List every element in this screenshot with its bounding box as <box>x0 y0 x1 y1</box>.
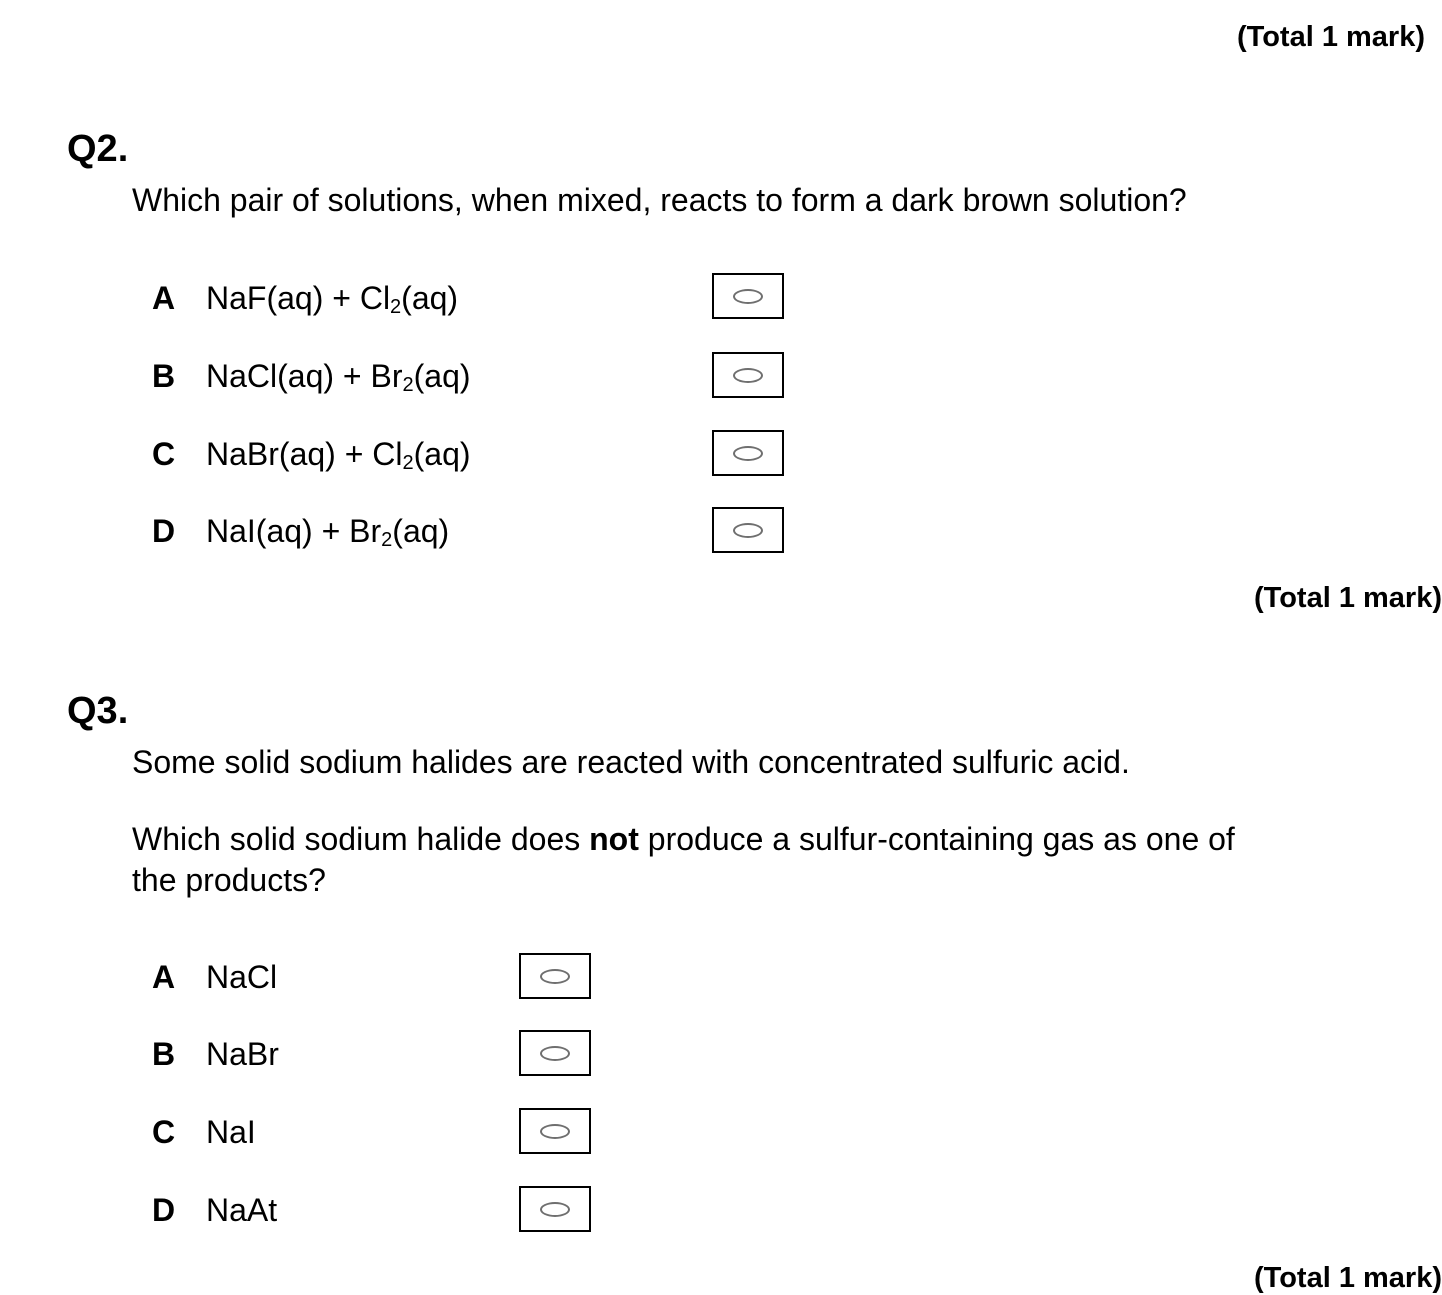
option-letter: C <box>152 435 176 472</box>
option-text: NaAt <box>206 1191 278 1228</box>
q3-option-d <box>152 1187 277 1233</box>
q3-option-a <box>152 954 277 1000</box>
question-3-stem-intro: Some solid sodium halides are reacted with concentrated sulfuric acid. <box>132 744 1130 780</box>
answer-oval-icon <box>540 1124 570 1139</box>
q2-answer-box-d[interactable] <box>712 507 784 553</box>
option-letter: D <box>152 512 176 549</box>
answer-oval-icon <box>540 969 570 984</box>
question-3-total: (Total 1 mark) <box>1254 1262 1442 1294</box>
option-text: $NaF(aq) + Cl_2(aq)$ <box>206 279 459 318</box>
q3-answer-box-c[interactable] <box>519 1108 591 1154</box>
q2-answer-box-c[interactable] <box>712 430 784 476</box>
previous-question-total: (Total 1 mark) <box>1237 21 1426 53</box>
answer-oval-icon <box>540 1046 570 1061</box>
question-2-total: (Total 1 mark) <box>1254 582 1442 614</box>
option-letter: A <box>152 958 176 995</box>
option-text: NaBr <box>206 1035 279 1072</box>
q3-option-c <box>152 1109 256 1155</box>
answer-oval-icon <box>733 289 763 304</box>
q2-option-a <box>152 275 458 321</box>
answer-oval-icon <box>733 446 763 461</box>
option-text: NaBr(aq) + $Cl_2(aq)$ <box>206 435 471 474</box>
answer-oval-icon <box>733 523 763 538</box>
option-letter: C <box>152 1113 176 1150</box>
answer-oval-icon <box>733 368 763 383</box>
option-letter: D <box>152 1191 176 1228</box>
q3-answer-box-b[interactable] <box>519 1030 591 1076</box>
q2-answer-box-a[interactable] <box>712 273 784 319</box>
option-text: NaCl <box>206 958 278 995</box>
question-3-stem-question: Which solid sodium halide does not produce a sulfur-containing gas as one of the products? <box>132 821 1235 898</box>
question-2-number: Q2. <box>67 128 129 170</box>
answer-oval-icon <box>540 1202 570 1217</box>
q3-answer-box-d[interactable] <box>519 1186 591 1232</box>
q2-option-d <box>152 508 449 554</box>
option-letter: A <box>152 279 176 316</box>
option-letter: B <box>152 357 176 394</box>
question-3-number: Q3. <box>67 690 129 732</box>
q3-option-b <box>152 1031 279 1077</box>
q2-option-c <box>152 431 471 477</box>
option-letter: B <box>152 1035 176 1072</box>
q2-answer-box-b[interactable] <box>712 352 784 398</box>
q3-answer-box-a[interactable] <box>519 953 591 999</box>
option-text: $NaI(aq) + Br_2(aq)$ <box>206 512 450 551</box>
question-2-stem: Which pair of solutions, when mixed, reacts to form a dark brown solution? <box>132 182 1187 218</box>
q2-option-b <box>152 353 471 399</box>
option-text: NaCl(aq) + $Br_2(aq)$ <box>206 357 471 396</box>
option-text: NaI <box>206 1113 256 1150</box>
